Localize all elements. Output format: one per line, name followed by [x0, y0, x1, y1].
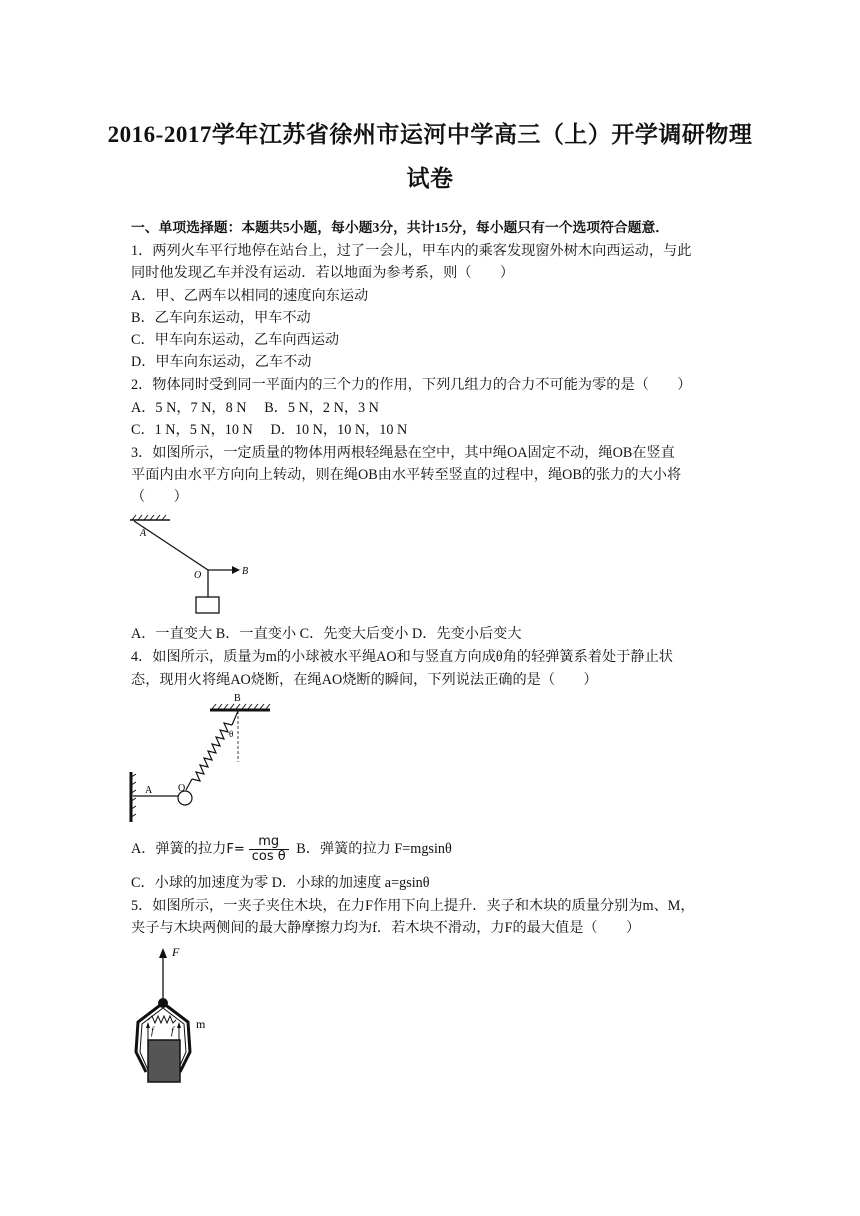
- friction-arrowhead-left: [146, 1022, 150, 1028]
- q2-options-cd: C．1 N，5 N，10 N D．10 N，10 N，10 N: [131, 422, 408, 438]
- q4-figure: [128, 690, 278, 830]
- q1-option-d: D．甲车向东运动，乙车不动: [131, 354, 312, 370]
- spring-coil: [192, 723, 232, 781]
- fraction-numerator: mg: [249, 835, 289, 850]
- q3-stem-line2: 平面内由水平方向向上转动，则在绳OB由水平转至竖直的过程中，绳OB的张力的大小将: [131, 467, 682, 483]
- label-a: A: [145, 785, 153, 796]
- q1-option-c: C．甲车向东运动，乙车向西运动: [131, 332, 340, 348]
- q2-options-ab: A．5 N，7 N，8 N B．5 N，2 N，3 N: [131, 400, 379, 416]
- ceiling-hatch: [212, 704, 270, 709]
- clip-spring: [148, 1016, 176, 1023]
- fraction-denominator: cos θ: [251, 849, 286, 865]
- q4-stem-line2: 态，现用火将绳AO烧断，在绳AO烧断的瞬间，下列说法正确的是（ ）: [131, 672, 598, 688]
- q4-option-a-f: F=: [226, 842, 245, 857]
- wood-block: [148, 1040, 180, 1082]
- label-o: O: [178, 783, 186, 794]
- q5-figure: [126, 940, 236, 1090]
- spring-top-end: [232, 711, 238, 725]
- label-theta: θ: [229, 729, 234, 739]
- q4-option-a-prefix: A．弹簧的拉力: [131, 841, 227, 857]
- q4-option-b: B．弹簧的拉力 F=mgsinθ: [296, 841, 452, 857]
- q1-option-a: A．甲、乙两车以相同的速度向东运动: [131, 288, 369, 304]
- label-f-left: f: [151, 1026, 154, 1037]
- exam-title-line2: 试卷: [406, 166, 454, 191]
- force-arrow: [159, 948, 167, 958]
- q4-option-ab: [131, 834, 452, 865]
- q2-stem: 2．物体同时受到同一平面内的三个力的作用，下列几组力的合力不可能为零的是（ ）: [131, 377, 692, 393]
- spring-bottom-end: [186, 779, 192, 790]
- label-m: m: [196, 1017, 206, 1031]
- section-heading: 一、单项选择题：本题共5小题，每小题3分，共计15分，每小题只有一个选项符合题意．: [131, 220, 670, 235]
- q5-stem-line1: 5．如图所示，一夹子夹住木块，在力F作用下向上提升．夹子和木块的质量分别为m、M，: [131, 898, 695, 914]
- q3-stem-line3: （ ）: [131, 489, 188, 505]
- q4-options-cd: C．小球的加速度为零 D．小球的加速度 a=gsinθ: [131, 875, 430, 891]
- label-b: B: [242, 566, 249, 577]
- q3-figure: [128, 512, 258, 617]
- friction-arrowhead-right: [177, 1022, 181, 1028]
- q4-stem-line1: 4．如图所示，质量为m的小球被水平绳AO和与竖直方向成θ角的轻弹簧系着处于静止状: [131, 649, 673, 665]
- label-b: B: [234, 693, 241, 704]
- label-a: A: [140, 528, 147, 539]
- q4-option-a-fraction: [249, 835, 289, 864]
- label-force-f: F: [172, 945, 180, 959]
- label-f-right: f: [171, 1026, 174, 1037]
- q3-stem-line1: 3．如图所示，一定质量的物体用两根轻绳悬在空中，其中绳OA固定不动，绳OB在竖直: [131, 445, 675, 461]
- q1-stem-line2: 同时他发现乙车并没有运动．若以地面为参考系，则（ ）: [131, 265, 515, 281]
- arrow-b: [232, 566, 240, 574]
- weight-box: [196, 597, 219, 613]
- q5-stem-line2: 夹子与木块两侧间的最大静摩擦力均为f．若木块不滑动，力F的最大值是（ ）: [131, 920, 641, 936]
- q3-options: A．一直变大 B．一直变小 C．先变大后变小 D．先变小后变大: [131, 626, 522, 642]
- q1-stem-line1: 1．两列火车平行地停在站台上，过了一会儿，甲车内的乘客发现窗外树木向西运动，与此: [131, 243, 692, 259]
- q1-option-b: B．乙车向东运动，甲车不动: [131, 310, 311, 326]
- label-o: O: [194, 570, 202, 581]
- exam-title-line1: 2016-2017学年江苏省徐州市运河中学高三（上）开学调研物理: [107, 122, 753, 147]
